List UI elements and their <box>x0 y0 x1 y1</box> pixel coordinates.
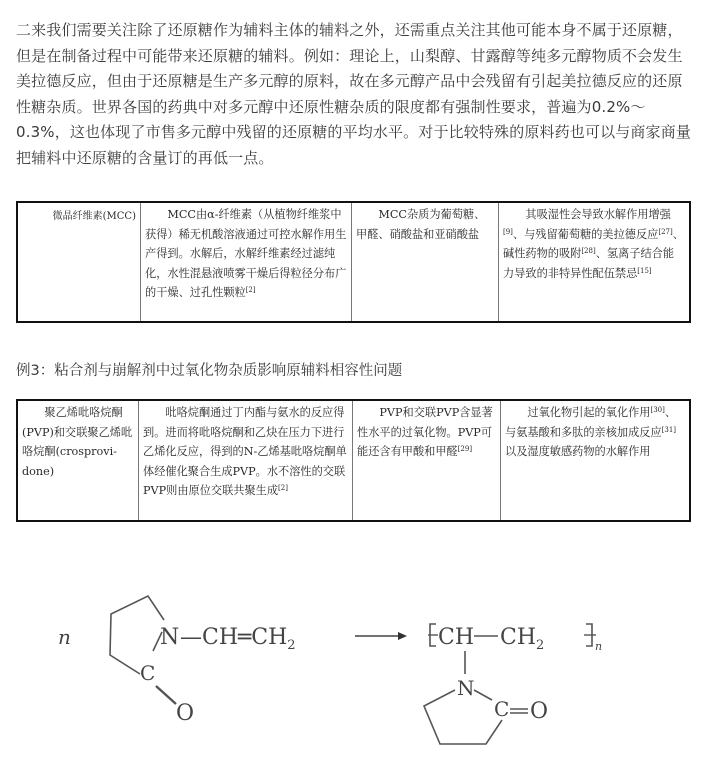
repeat-n: n <box>595 640 603 653</box>
polymer-ch: CH <box>438 625 475 650</box>
monomer-nitrogen: N <box>160 625 180 650</box>
polymer-ch2: $CH_2$ <box>500 625 545 653</box>
table-row <box>18 401 689 520</box>
excipient-table-pvp <box>16 399 691 522</box>
polymer-nitrogen: N <box>457 676 475 700</box>
table-row <box>18 203 689 321</box>
carbonyl-double-bond <box>156 686 176 704</box>
example-3-caption: 例3：粘合剂与崩解剂中过氧化物杂质影响原辅料相容性问题 <box>16 363 403 379</box>
arrow-head-icon <box>398 632 407 640</box>
source-cell: 吡咯烷酮通过丁内酯与氨水的反应得到。进而将吡咯烷酮和乙炔在压力下进行乙烯化反应，得到的N-乙烯基吡咯烷酮单体经催化聚合生成PVP。水不溶性的交联PVP则由原位交联共聚生成[2] <box>138 401 352 520</box>
excipient-name-cell: 微晶纤维素(MCC) <box>52 211 136 222</box>
body-paragraph: 二来我们需要关注除了还原糖作为辅料主体的辅料之外，还需重点关注其他可能本身不属于还原糖，但是在制备过程中可能带来还原糖的辅料。例如：理论上，山梨醇、甘露醇等纯多元醇物质不会发生美拉德反应，但由于还原糖是生产多元醇的原料，故在多元醇产品中会残留有引起美拉德反应的还原性糖杂质。世界各国的药典中对多元醇中还原性糖杂质的限度都有强制性要求，普遍为0.2%～0.3%，这也体现了市售多元醇中残留的还原糖的平均水平。对于比较特殊的原料药也可以与商家商量把辅料中还原糖的含量订的再低一点。 <box>16 21 692 167</box>
monomer-oxygen: O <box>176 701 195 726</box>
polymer-structure <box>424 624 602 744</box>
ring-bonds <box>110 596 164 674</box>
incompatibility-cell: 其吸湿性会导致水解作用增强[9]、与残留葡萄糖的美拉德反应[27]、碱性药物的吸附[28]、氢离子结合能力导致的非特异性配伍禁忌[15] <box>498 203 689 321</box>
reaction-arrow <box>355 632 407 640</box>
excipient-table-mcc <box>16 201 691 323</box>
incompatibility-cell: 过氧化物引起的氧化作用[30]、与氨基酸和多肽的亲核加成反应[31]以及湿度敏感药物的水解作用 <box>500 401 689 520</box>
vinyl-chain: $—CH═CH_2$ <box>180 625 296 653</box>
monomer-structure <box>58 596 296 726</box>
n-c-bond-polymer <box>474 690 492 700</box>
monomer-carbonyl-carbon: C <box>140 661 156 685</box>
source-cell: MCC由α-纤维素（从植物纤维浆中获得）稀无机酸溶液通过可控水解作用生产得到。水解后，水解纤维素经过滤纯化，水性混悬液喷雾干燥后得粒径分布广的干燥、过孔性颗粒[2] <box>140 203 351 321</box>
excipient-name-cell: 聚乙烯吡咯烷酮(PVP)和交联聚乙烯吡咯烷酮(crosprovi-done) <box>22 406 133 478</box>
coefficient-n: n <box>58 625 71 649</box>
pvp-polymerization-scheme <box>0 560 704 769</box>
impurity-cell: MCC杂质为葡萄糖、甲醛、硝酸盐和亚硝酸盐 <box>351 203 498 321</box>
polymer-oxygen: O <box>530 699 549 724</box>
impurity-cell: PVP和交联PVP含显著性水平的过氧化物。PVP可能还含有甲酸和甲醛[29] <box>352 401 500 520</box>
polymer-carbonyl-carbon: C <box>494 697 510 721</box>
